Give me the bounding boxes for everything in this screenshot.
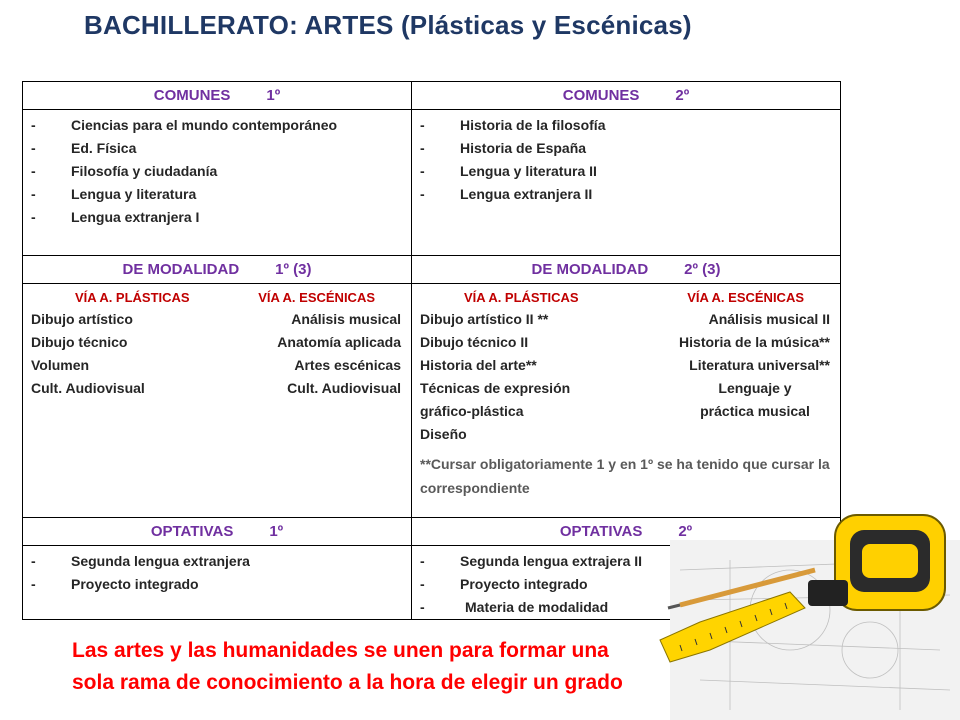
list-item: - Lengua y literatura II bbox=[420, 163, 597, 179]
table-row: Dibujo técnico II Historia de la música** bbox=[420, 334, 830, 350]
footer-line-2: sola rama de conocimiento a la hora de elegir un grado bbox=[72, 671, 623, 694]
footer-note bbox=[72, 635, 623, 699]
modalidad-2-header: DE MODALIDAD 2º (3) bbox=[412, 256, 841, 284]
comunes-1-header: COMUNES 1º bbox=[23, 82, 412, 110]
list-item: - Historia de la filosofía bbox=[420, 117, 606, 133]
optativas-2-header: OPTATIVAS 2º bbox=[412, 518, 841, 546]
list-item: - Materia de modalidad bbox=[420, 599, 609, 615]
list-item: - Proyecto integrado bbox=[420, 576, 588, 592]
table-row: Historia del arte** Literatura universal** bbox=[420, 357, 830, 373]
optativas-1-header: OPTATIVAS 1º bbox=[23, 518, 412, 546]
via-headers: VÍA A. PLÁSTICAS VÍA A. ESCÉNICAS bbox=[75, 290, 375, 305]
table-row: Volumen Artes escénicas bbox=[31, 357, 401, 373]
list-item: - Segunda lengua extranjera bbox=[31, 553, 250, 569]
table-row: Dibujo artístico II ** Análisis musical II bbox=[420, 311, 830, 327]
via-headers: VÍA A. PLÁSTICAS VÍA A. ESCÉNICAS bbox=[464, 290, 804, 305]
list-item: - Lengua extranjera I bbox=[31, 209, 200, 225]
table-row: Dibujo técnico Anatomía aplicada bbox=[31, 334, 401, 350]
table-row: Diseño bbox=[420, 426, 467, 442]
list-item: - Filosofía y ciudadanía bbox=[31, 163, 218, 179]
list-item: - Segunda lengua extrajera II bbox=[420, 553, 643, 569]
modalidad-note: **Cursar obligatoriamente 1 y en 1º se ha tenido que cursar la correspondiente bbox=[420, 456, 830, 496]
page-title: BACHILLERATO: ARTES (Plásticas y Escénicas) bbox=[84, 10, 692, 40]
optativas-1-cell bbox=[23, 546, 412, 620]
footer-line-1: Las artes y las humanidades se unen para formar una bbox=[72, 639, 609, 662]
list-item: - Proyecto integrado bbox=[31, 576, 199, 592]
list-item: - Ciencias para el mundo contemporáneo bbox=[31, 117, 338, 133]
comunes-2-cell bbox=[412, 110, 841, 256]
table-row: Técnicas de expresión Lenguaje y bbox=[420, 380, 792, 396]
measuring-tape-icon bbox=[640, 500, 960, 720]
list-item: - Lengua extranjera II bbox=[420, 186, 593, 202]
list-item: - Lengua y literatura bbox=[31, 186, 197, 202]
table-row: gráfico-plástica práctica musical bbox=[420, 403, 810, 419]
table-row: Dibujo artístico Análisis musical bbox=[31, 311, 401, 327]
table-row: Cult. Audiovisual Cult. Audiovisual bbox=[31, 380, 401, 396]
modalidad-1-header: DE MODALIDAD 1º (3) bbox=[23, 256, 412, 284]
list-item: - Historia de España bbox=[420, 140, 587, 156]
modalidad-1-cell bbox=[23, 284, 412, 518]
comunes-2-header: COMUNES 2º bbox=[412, 82, 841, 110]
modalidad-2-cell bbox=[412, 284, 841, 518]
list-item: - Ed. Física bbox=[31, 140, 137, 156]
comunes-1-cell bbox=[23, 110, 412, 256]
